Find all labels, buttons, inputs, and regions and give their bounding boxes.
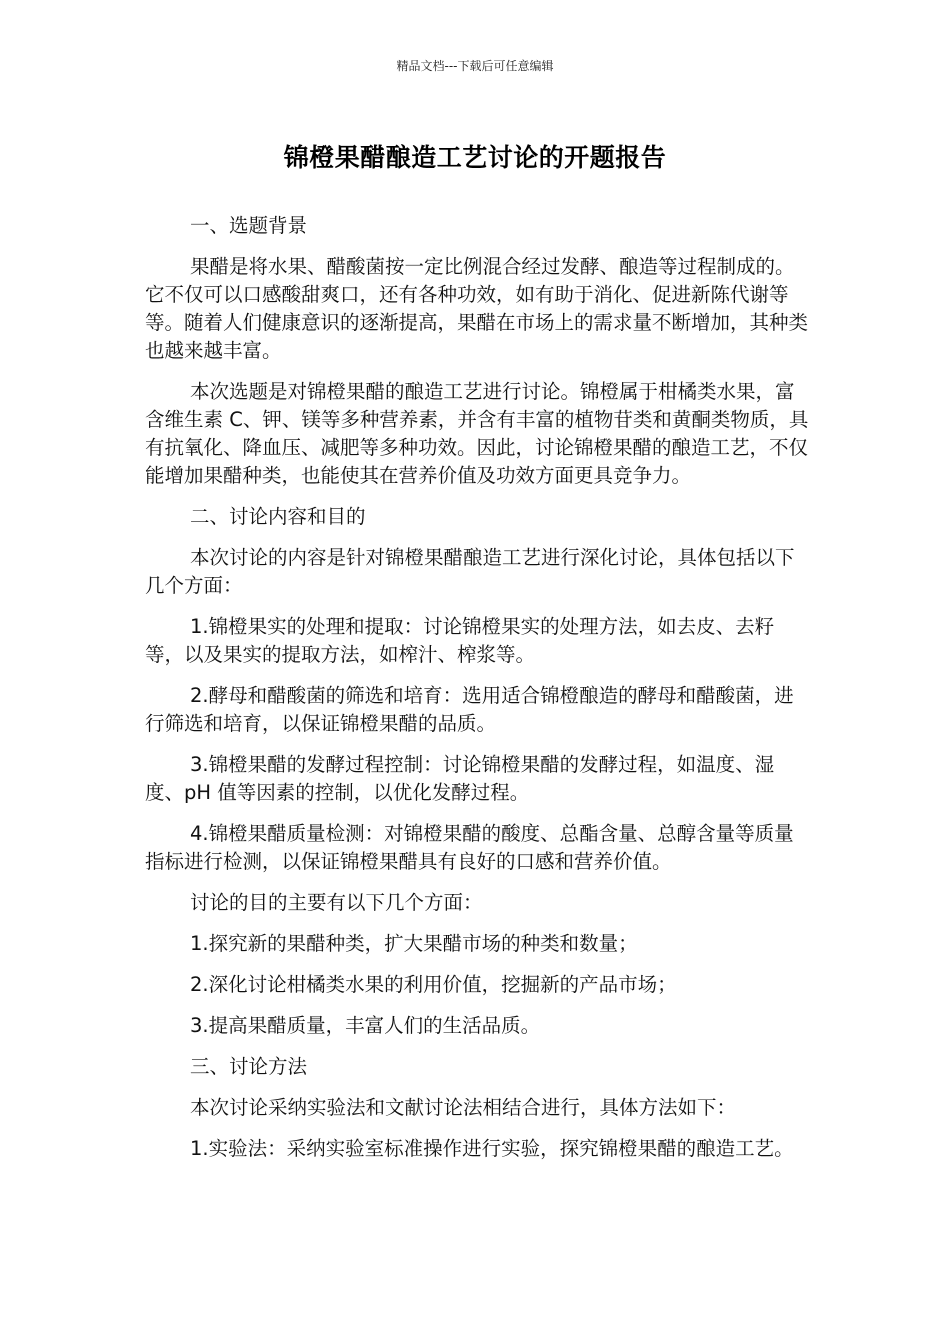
list-item: 3.提高果醋质量，丰富人们的生活品质。 xyxy=(190,1014,541,1037)
document-title: 锦橙果醋酿造工艺讨论的开题报告 xyxy=(283,143,667,172)
list-item: 2.酵母和醋酸菌的筛选和培育：选用适合锦橙酿造的酵母和醋酸菌，进行筛选和培育，以保证锦橙果醋的品质。 xyxy=(145,684,794,735)
paragraph: 本次讨论采纳实验法和文献讨论法相结合进行，具体方法如下： xyxy=(190,1096,737,1119)
paragraph: 本次讨论的内容是针对锦橙果醋酿造工艺进行深化讨论，具体包括以下几个方面： xyxy=(145,546,795,597)
header-note: 精品文档---下载后可任意编辑 xyxy=(396,59,554,73)
section-heading-content-purpose: 二、讨论内容和目的 xyxy=(190,505,366,528)
paragraph: 本次选题是对锦橙果醋的酿造工艺进行讨论。锦橙属于柑橘类水果，富含维生素 C、钾、镁等多种营养素，并含有丰富的植物苷类和黄酮类物质，具有抗氧化、降血压、减肥等多种功效。因此，讨论锦橙果醋的酿造工艺，不仅能增加果醋种类，也能使其在营养价值及功效方面更具竞争力。 xyxy=(145,380,809,487)
paragraph: 果醋是将水果、醋酸菌按一定比例混合经过发酵、酿造等过程制成的。它不仅可以口感酸甜爽口，还有各种功效，如有助于消化、促进新陈代谢等等。随着人们健康意识的逐渐提高，果醋在市场上的需求量不断增加，其种类也越来越丰富。 xyxy=(145,255,809,362)
list-item: 3.锦橙果醋的发酵过程控制：讨论锦橙果醋的发酵过程，如温度、湿度、pH 值等因素的控制，以优化发酵过程。 xyxy=(145,753,775,804)
list-item: 2.深化讨论柑橘类水果的利用价值，挖掘新的产品市场； xyxy=(190,973,677,996)
section-heading-method: 三、讨论方法 xyxy=(190,1055,308,1078)
paragraph: 讨论的目的主要有以下几个方面： xyxy=(190,891,483,914)
document-body xyxy=(145,212,810,1176)
list-item: 4.锦橙果醋质量检测：对锦橙果醋的酸度、总酯含量、总醇含量等质量指标进行检测，以保证锦橙果醋具有良好的口感和营养价值。 xyxy=(145,822,794,873)
list-item: 1.实验法：采纳实验室标准操作进行实验，探究锦橙果醋的酿造工艺。 xyxy=(190,1137,794,1160)
list-item: 1.锦橙果实的处理和提取：讨论锦橙果实的处理方法，如去皮、去籽等，以及果实的提取方法，如榨汁、榨浆等。 xyxy=(145,615,775,666)
section-heading-background: 一、选题背景 xyxy=(190,214,308,237)
list-item: 1.探究新的果醋种类，扩大果醋市场的种类和数量； xyxy=(190,932,638,955)
